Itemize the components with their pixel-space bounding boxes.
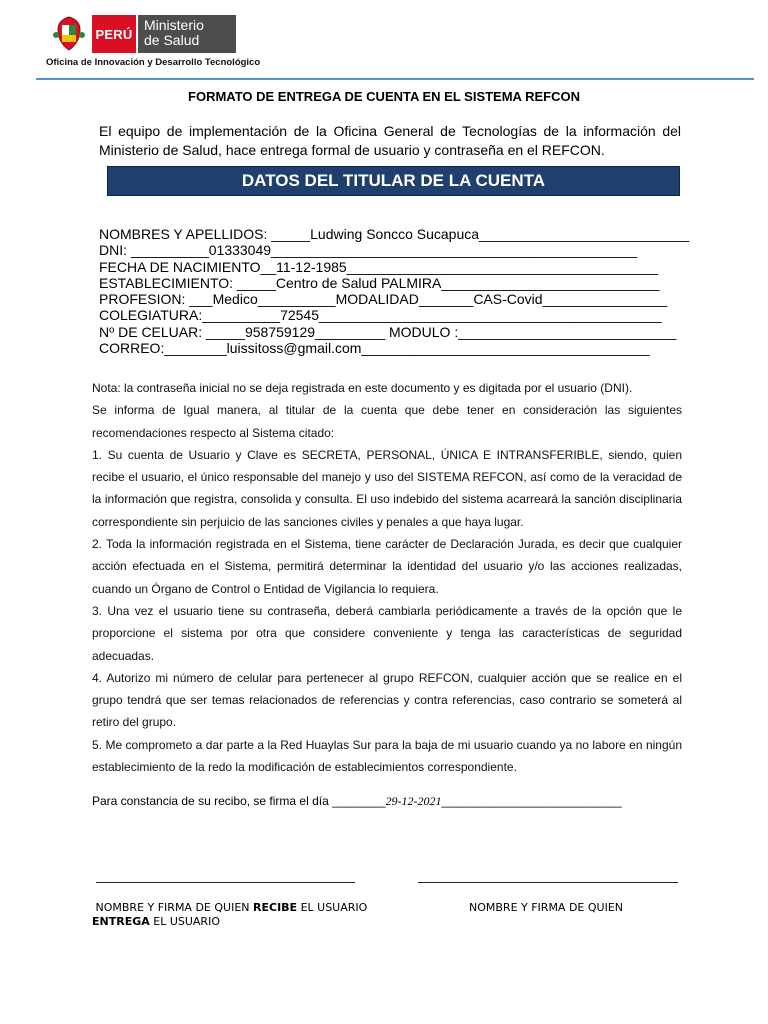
account-holder-fields	[99, 226, 689, 356]
section-banner: DATOS DEL TITULAR DE LA CUENTA	[107, 166, 680, 196]
note-item-4: 4. Autorizo mi número de celular para pertenecer al grupo REFCON, cualquier acción que se realice en el grupo tendrá que ser temas relacionados de referencias y contra referencias, caso contrario se someterá al retiro del grupo.	[92, 670, 682, 730]
label-left-bold: RECIBE	[253, 901, 298, 914]
coat-of-arms-icon	[52, 15, 86, 53]
ministry-line-2: de Salud	[144, 32, 200, 48]
note-intro: Se informa de Igual manera, al titular de la cuenta que debe tener en consideración las siguientes recomendaciones respecto al Sistema citado:	[92, 403, 682, 440]
office-name: Oficina de Innovación y Desarrollo Tecnológico	[46, 57, 261, 68]
label-left-b: EL USUARIO	[300, 901, 368, 914]
header-divider	[36, 78, 754, 80]
receipt-prefix: Para constancia de su recibo, se firma el día	[92, 794, 329, 808]
signature-label-right: NOMBRE Y FIRMA DE QUIEN	[469, 901, 624, 914]
signature-label-left	[92, 901, 402, 929]
field-names: NOMBRES Y APELLIDOS: _____Ludwing Soncco Sucapuca___________________________	[99, 226, 690, 242]
note-item-1: 1. Su cuenta de Usuario y Clave es SECRETA, PERSONAL, ÚNICA E INTRANSFERIBLE, siendo, quien recibe el usuario, el único responsable del manejo y uso del SISTEMA REFCON, así como de la veracidad de la información que registra, consolida y consulta. El uso indebido del sistema acarreará la sanción disciplinaria correspondiente sin perjuicio de las sanciones civiles y penales a que haya lugar.	[92, 447, 682, 529]
signature-line-right	[418, 882, 678, 883]
receipt-statement	[92, 794, 622, 809]
field-email: CORREO:________luissitoss@gmail.com_____________________________________	[99, 340, 650, 357]
peru-badge: PERÚ	[92, 15, 136, 53]
field-license: COLEGIATURA:__________72545____________________________________________	[99, 307, 662, 324]
label-left-c: EL USUARIO	[153, 915, 220, 928]
note-item-3: 3. Una vez el usuario tiene su contraseña, deberá cambiarla periódicamente a través de la opción que le proporcione el sistema por otra que considere conveniente y tenga las características de seguridad adecuadas.	[92, 603, 682, 663]
terms-notes	[92, 377, 682, 778]
field-birthdate: FECHA DE NACIMIENTO__11-12-1985________________________________________	[99, 258, 659, 275]
field-establishment: ESTABLECIMIENTO: _____Centro de Salud PALMIRA____________________________	[99, 274, 660, 291]
ministry-line-1: Ministerio	[144, 17, 204, 33]
field-phone: Nº DE CELUAR: _____958759129_________ MODULO :____________________________	[99, 323, 677, 340]
label-left-a: NOMBRE Y FIRMA DE QUIEN	[95, 901, 250, 914]
document-title: FORMATO DE ENTREGA DE CUENTA EN EL SISTEMA REFCON	[188, 89, 580, 104]
note-item-2: 2. Toda la información registrada en el Sistema, tiene carácter de Declaración Jurada, es decir que cualquier acción efectuada en el Sistema, permitirá determinar la identidad del usuario y/o las acciones realizadas, cuando un Órgano de Control o Entidad de Vigilancia lo requiera.	[92, 537, 682, 596]
date-lead: ________	[332, 794, 386, 808]
label-left-bold2: ENTREGA	[92, 915, 150, 928]
signed-date: 29-12-2021	[385, 794, 442, 808]
field-dni: DNI: __________01333049_______________________________________________	[99, 242, 637, 259]
note-item-5: 5. Me comprometo a dar parte a la Red Huaylas Sur para la baja de mi usuario cuando ya no labore en ningún establecimiento de la redo la modificación de establecimientos correspondiente.	[92, 737, 682, 775]
field-profession: PROFESION: ___Medico__________MODALIDAD_______CAS-Covid________________	[99, 291, 668, 308]
note-password: Nota: la contraseña inicial no se deja registrada en este documento y es digitada por el usuario (DNI).	[92, 381, 633, 395]
signature-line-left	[96, 882, 355, 883]
date-trail: ___________________________	[441, 794, 622, 808]
ministry-badge	[138, 15, 236, 53]
intro-paragraph: El equipo de implementación de la Oficina General de Tecnologías de la información del Ministerio de Salud, hace entrega formal de usuario y contraseña en el REFCON.	[99, 123, 681, 158]
